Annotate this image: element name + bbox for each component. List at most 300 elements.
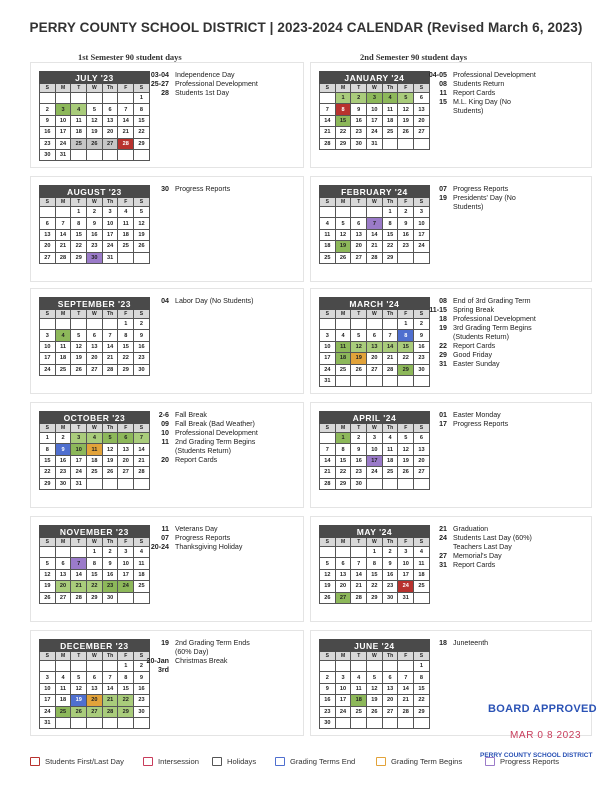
day-name: Th xyxy=(102,538,118,547)
month-name: JUNE '24 xyxy=(320,640,430,652)
day-cell: 28 xyxy=(320,138,336,149)
event-date: 03-04 xyxy=(150,71,169,79)
day-cell: 9 xyxy=(55,444,71,455)
day-cell: 1 xyxy=(367,547,383,558)
day-cell xyxy=(414,138,430,149)
month-name: NOVEMBER '23 xyxy=(40,526,150,538)
day-cell: 24 xyxy=(55,138,71,149)
semester-2-heading: 2nd Semester 90 student days xyxy=(360,52,468,62)
day-cell: 29 xyxy=(87,592,103,603)
day-name: Th xyxy=(382,424,398,433)
day-cell: 14 xyxy=(102,683,118,694)
day-cell: 11 xyxy=(320,229,336,240)
day-cell: 24 xyxy=(40,706,56,717)
day-cell xyxy=(118,149,134,160)
event-label: Students 1st Day xyxy=(175,89,230,97)
month-name: DECEMBER '23 xyxy=(40,640,150,652)
day-cell: 15 xyxy=(118,341,134,352)
month-block xyxy=(310,62,592,168)
day-cell: 9 xyxy=(351,104,367,115)
day-cell: 17 xyxy=(118,569,134,580)
day-cell: 20 xyxy=(351,241,367,252)
day-cell xyxy=(398,478,414,489)
day-cell: 20 xyxy=(118,455,134,466)
day-cell: 26 xyxy=(40,592,56,603)
day-cell: 19 xyxy=(367,695,383,706)
month-name: APRIL '24 xyxy=(320,412,430,424)
day-cell: 30 xyxy=(382,592,398,603)
day-cell: 23 xyxy=(55,467,71,478)
day-cell: 16 xyxy=(398,229,414,240)
day-cell xyxy=(335,375,351,386)
event-date: 20-Jan 3rd xyxy=(146,657,169,674)
day-cell: 10 xyxy=(71,444,87,455)
day-cell: 24 xyxy=(40,364,56,375)
day-name: W xyxy=(367,652,383,661)
month-block xyxy=(30,630,304,736)
day-cell: 2 xyxy=(55,433,71,444)
day-cell: 11 xyxy=(351,683,367,694)
day-cell: 13 xyxy=(382,683,398,694)
event-row xyxy=(141,657,250,675)
event-label: Easter Sunday xyxy=(453,360,500,368)
day-name: S xyxy=(320,310,336,319)
day-cell: 5 xyxy=(40,558,56,569)
day-name: F xyxy=(118,84,134,93)
day-cell: 25 xyxy=(414,581,430,592)
day-name: S xyxy=(40,198,56,207)
day-cell: 2 xyxy=(351,433,367,444)
month-calendar xyxy=(319,411,430,490)
day-cell xyxy=(414,252,430,263)
day-cell: 1 xyxy=(118,661,134,672)
day-name: T xyxy=(71,652,87,661)
day-cell: 22 xyxy=(335,467,351,478)
day-cell: 5 xyxy=(134,207,150,218)
day-name: F xyxy=(398,310,414,319)
month-events xyxy=(419,639,488,648)
day-cell xyxy=(87,478,103,489)
day-name: F xyxy=(118,424,134,433)
day-cell xyxy=(118,93,134,104)
event-label: Professional Development xyxy=(175,80,258,88)
event-row xyxy=(419,80,536,89)
legend-item xyxy=(30,757,124,766)
event-label: 3rd Grading Term Begins (Students Return) xyxy=(453,324,532,341)
day-cell xyxy=(118,717,134,728)
day-cell: 9 xyxy=(134,672,150,683)
day-name: W xyxy=(367,424,383,433)
day-cell xyxy=(40,93,56,104)
month-events xyxy=(141,297,253,306)
day-cell: 5 xyxy=(351,330,367,341)
day-name: W xyxy=(87,538,103,547)
day-cell: 8 xyxy=(134,104,150,115)
day-name: S xyxy=(414,198,430,207)
day-cell: 9 xyxy=(382,558,398,569)
day-name: T xyxy=(71,84,87,93)
event-date: 08 xyxy=(439,297,447,305)
day-cell: 4 xyxy=(55,672,71,683)
month-block xyxy=(310,516,592,622)
event-row xyxy=(419,306,536,315)
day-cell: 3 xyxy=(398,547,414,558)
event-label: Labor Day (No Students) xyxy=(175,297,254,305)
day-cell: 22 xyxy=(382,241,398,252)
day-cell xyxy=(382,478,398,489)
day-cell: 28 xyxy=(351,592,367,603)
event-row xyxy=(141,639,250,657)
event-row xyxy=(141,456,258,465)
day-cell: 22 xyxy=(118,353,134,364)
day-cell: 9 xyxy=(87,218,103,229)
day-name: M xyxy=(55,652,71,661)
day-cell: 7 xyxy=(320,104,336,115)
day-cell: 17 xyxy=(335,695,351,706)
day-cell: 15 xyxy=(398,341,414,352)
day-cell: 28 xyxy=(102,706,118,717)
day-cell: 8 xyxy=(118,330,134,341)
day-cell: 2 xyxy=(351,93,367,104)
day-cell: 5 xyxy=(71,330,87,341)
day-cell: 3 xyxy=(71,433,87,444)
day-cell: 6 xyxy=(87,672,103,683)
day-cell: 2 xyxy=(134,661,150,672)
event-label: 2nd Grading Term Begins (Students Return) xyxy=(175,438,256,455)
day-cell: 25 xyxy=(55,364,71,375)
day-cell: 23 xyxy=(134,353,150,364)
day-cell: 16 xyxy=(102,569,118,580)
day-cell: 29 xyxy=(118,706,134,717)
day-cell xyxy=(87,661,103,672)
day-cell: 15 xyxy=(134,115,150,126)
day-cell: 29 xyxy=(335,478,351,489)
day-name: F xyxy=(118,310,134,319)
day-cell xyxy=(367,661,383,672)
event-row xyxy=(419,561,532,570)
day-cell: 11 xyxy=(55,683,71,694)
day-cell: 12 xyxy=(40,569,56,580)
day-cell: 5 xyxy=(398,93,414,104)
day-cell: 11 xyxy=(118,218,134,229)
day-cell: 4 xyxy=(55,330,71,341)
day-cell: 29 xyxy=(71,252,87,263)
day-name: S xyxy=(40,84,56,93)
event-row xyxy=(141,297,253,306)
day-cell xyxy=(102,717,118,728)
day-cell: 6 xyxy=(414,433,430,444)
day-cell: 23 xyxy=(351,467,367,478)
event-label: Progress Reports xyxy=(175,534,231,542)
event-date: 25-27 xyxy=(150,80,169,88)
day-cell: 12 xyxy=(102,444,118,455)
day-cell xyxy=(40,319,56,330)
day-cell xyxy=(55,207,71,218)
day-cell: 3 xyxy=(367,433,383,444)
day-name: F xyxy=(118,538,134,547)
event-date: 28 xyxy=(161,89,169,97)
event-date: 20 xyxy=(161,456,169,464)
day-cell xyxy=(134,252,150,263)
day-cell: 13 xyxy=(414,104,430,115)
month-name: MAY '24 xyxy=(320,526,430,538)
day-cell: 14 xyxy=(320,455,336,466)
day-name: W xyxy=(367,310,383,319)
day-cell xyxy=(102,478,118,489)
day-cell: 9 xyxy=(320,683,336,694)
day-cell: 14 xyxy=(382,341,398,352)
event-row xyxy=(419,315,536,324)
day-cell: 1 xyxy=(398,319,414,330)
day-cell: 29 xyxy=(134,138,150,149)
day-cell xyxy=(351,207,367,218)
event-label: Presidents' Day (No Students) xyxy=(453,194,516,211)
day-cell: 26 xyxy=(398,467,414,478)
day-name: T xyxy=(351,310,367,319)
day-cell: 3 xyxy=(55,104,71,115)
day-name: M xyxy=(335,424,351,433)
day-cell: 19 xyxy=(351,353,367,364)
day-cell: 5 xyxy=(87,104,103,115)
month-events xyxy=(141,639,250,675)
day-name: W xyxy=(367,198,383,207)
day-cell xyxy=(398,375,414,386)
month-name: AUGUST '23 xyxy=(40,186,150,198)
day-cell: 13 xyxy=(40,229,56,240)
day-cell: 7 xyxy=(320,444,336,455)
event-date: 2-6 xyxy=(158,411,169,419)
day-cell: 18 xyxy=(382,455,398,466)
day-cell: 24 xyxy=(367,467,383,478)
day-cell: 19 xyxy=(320,581,336,592)
day-cell: 2 xyxy=(382,547,398,558)
day-name: S xyxy=(414,424,430,433)
day-cell xyxy=(382,319,398,330)
day-cell: 8 xyxy=(118,672,134,683)
day-cell xyxy=(55,319,71,330)
day-cell: 24 xyxy=(414,241,430,252)
event-label: Report Cards xyxy=(453,342,496,350)
event-row xyxy=(419,411,508,420)
day-name: S xyxy=(414,538,430,547)
month-block xyxy=(310,402,592,508)
day-name: Th xyxy=(102,84,118,93)
day-cell: 8 xyxy=(40,444,56,455)
day-cell: 20 xyxy=(414,115,430,126)
month-block xyxy=(30,402,304,508)
day-cell xyxy=(118,252,134,263)
day-cell: 28 xyxy=(102,364,118,375)
event-date: 07 xyxy=(161,534,169,542)
day-name: W xyxy=(87,198,103,207)
day-cell: 21 xyxy=(367,241,383,252)
day-cell: 13 xyxy=(118,444,134,455)
day-cell: 9 xyxy=(398,218,414,229)
event-date: 18 xyxy=(439,315,447,323)
semester-1-heading: 1st Semester 90 student days xyxy=(78,52,182,62)
day-cell xyxy=(320,93,336,104)
day-name: S xyxy=(134,424,150,433)
day-cell: 27 xyxy=(367,364,383,375)
day-cell: 12 xyxy=(134,218,150,229)
day-cell xyxy=(414,717,430,728)
day-name: T xyxy=(71,198,87,207)
day-cell: 30 xyxy=(87,252,103,263)
day-cell: 23 xyxy=(351,127,367,138)
day-cell xyxy=(398,138,414,149)
day-cell xyxy=(134,592,150,603)
day-cell: 10 xyxy=(320,341,336,352)
day-cell: 1 xyxy=(414,661,430,672)
event-label: Fall Break xyxy=(175,411,207,419)
day-cell: 3 xyxy=(414,207,430,218)
day-name: S xyxy=(320,652,336,661)
day-name: Th xyxy=(382,198,398,207)
day-cell: 8 xyxy=(335,444,351,455)
day-cell: 28 xyxy=(71,592,87,603)
day-cell: 12 xyxy=(320,569,336,580)
day-cell xyxy=(398,661,414,672)
legend-swatch xyxy=(212,757,222,766)
day-name: F xyxy=(398,652,414,661)
event-label: Progress Reports xyxy=(175,185,231,193)
day-cell: 22 xyxy=(118,695,134,706)
day-cell: 19 xyxy=(398,115,414,126)
event-label: Professional Development xyxy=(175,429,258,437)
day-cell: 16 xyxy=(134,341,150,352)
day-cell: 30 xyxy=(414,364,430,375)
day-cell: 2 xyxy=(87,207,103,218)
day-cell: 25 xyxy=(55,706,71,717)
day-cell: 17 xyxy=(414,229,430,240)
day-cell: 6 xyxy=(382,672,398,683)
day-cell: 26 xyxy=(71,364,87,375)
day-name: S xyxy=(40,538,56,547)
event-label: Graduation xyxy=(453,525,489,533)
day-cell: 19 xyxy=(335,241,351,252)
event-date: 21 xyxy=(439,525,447,533)
day-cell xyxy=(414,375,430,386)
day-cell: 9 xyxy=(351,444,367,455)
day-cell xyxy=(367,207,383,218)
day-cell xyxy=(134,717,150,728)
month-calendar xyxy=(319,639,430,729)
day-cell: 10 xyxy=(40,341,56,352)
month-calendar xyxy=(39,639,150,729)
day-cell: 25 xyxy=(351,706,367,717)
day-name: S xyxy=(320,198,336,207)
day-cell: 13 xyxy=(102,115,118,126)
event-date: 19 xyxy=(439,194,447,202)
day-name: F xyxy=(118,198,134,207)
day-cell: 13 xyxy=(351,229,367,240)
day-cell: 18 xyxy=(55,353,71,364)
day-name: S xyxy=(414,652,430,661)
event-date: 01 xyxy=(439,411,447,419)
day-cell xyxy=(335,717,351,728)
day-cell: 18 xyxy=(320,241,336,252)
event-row xyxy=(419,89,536,98)
event-row xyxy=(419,342,536,351)
event-row xyxy=(419,552,532,561)
legend-label: Students First/Last Day xyxy=(45,757,124,766)
event-date: 19 xyxy=(161,639,169,647)
day-cell: 12 xyxy=(351,341,367,352)
day-cell: 14 xyxy=(320,115,336,126)
day-cell: 22 xyxy=(134,127,150,138)
day-name: Th xyxy=(382,310,398,319)
day-cell: 19 xyxy=(398,455,414,466)
day-cell xyxy=(320,547,336,558)
day-cell: 9 xyxy=(40,115,56,126)
event-label: Professional Development xyxy=(453,315,536,323)
day-cell xyxy=(335,319,351,330)
event-date: 04-05 xyxy=(428,71,447,79)
day-name: S xyxy=(40,652,56,661)
day-cell: 18 xyxy=(414,569,430,580)
day-cell: 24 xyxy=(102,241,118,252)
day-cell: 3 xyxy=(40,330,56,341)
day-cell: 1 xyxy=(87,547,103,558)
day-cell: 4 xyxy=(87,433,103,444)
day-cell: 13 xyxy=(335,569,351,580)
day-name: S xyxy=(134,310,150,319)
day-cell: 30 xyxy=(351,478,367,489)
day-name: S xyxy=(320,538,336,547)
day-cell: 1 xyxy=(335,93,351,104)
event-label: Spring Break xyxy=(453,306,495,314)
day-cell: 1 xyxy=(382,207,398,218)
day-cell: 18 xyxy=(382,115,398,126)
day-cell xyxy=(351,319,367,330)
day-cell: 17 xyxy=(40,353,56,364)
event-date: 18 xyxy=(439,639,447,647)
day-cell xyxy=(382,717,398,728)
event-label: 2nd Grading Term Ends (60% Day) xyxy=(175,639,250,656)
month-name: SEPTEMBER '23 xyxy=(40,298,150,310)
day-cell xyxy=(335,547,351,558)
day-cell: 17 xyxy=(71,455,87,466)
day-cell: 1 xyxy=(134,93,150,104)
day-cell: 4 xyxy=(118,207,134,218)
day-cell: 15 xyxy=(382,229,398,240)
day-cell: 16 xyxy=(40,127,56,138)
day-cell: 24 xyxy=(118,581,134,592)
day-cell: 18 xyxy=(134,569,150,580)
day-name: M xyxy=(335,310,351,319)
day-name: M xyxy=(55,310,71,319)
day-cell: 14 xyxy=(102,341,118,352)
day-cell: 27 xyxy=(102,138,118,149)
day-cell: 18 xyxy=(71,127,87,138)
legend-item xyxy=(143,757,199,766)
day-name: S xyxy=(40,310,56,319)
day-cell: 19 xyxy=(40,581,56,592)
day-cell: 12 xyxy=(398,444,414,455)
event-date: 27 xyxy=(439,552,447,560)
event-date: 20-24 xyxy=(150,543,169,551)
event-row xyxy=(141,89,258,98)
day-name: T xyxy=(71,424,87,433)
day-cell: 31 xyxy=(40,717,56,728)
day-cell: 30 xyxy=(134,706,150,717)
day-name: T xyxy=(71,310,87,319)
day-cell: 19 xyxy=(71,353,87,364)
day-cell xyxy=(367,478,383,489)
day-cell xyxy=(382,138,398,149)
day-cell: 30 xyxy=(134,364,150,375)
day-cell: 15 xyxy=(87,569,103,580)
